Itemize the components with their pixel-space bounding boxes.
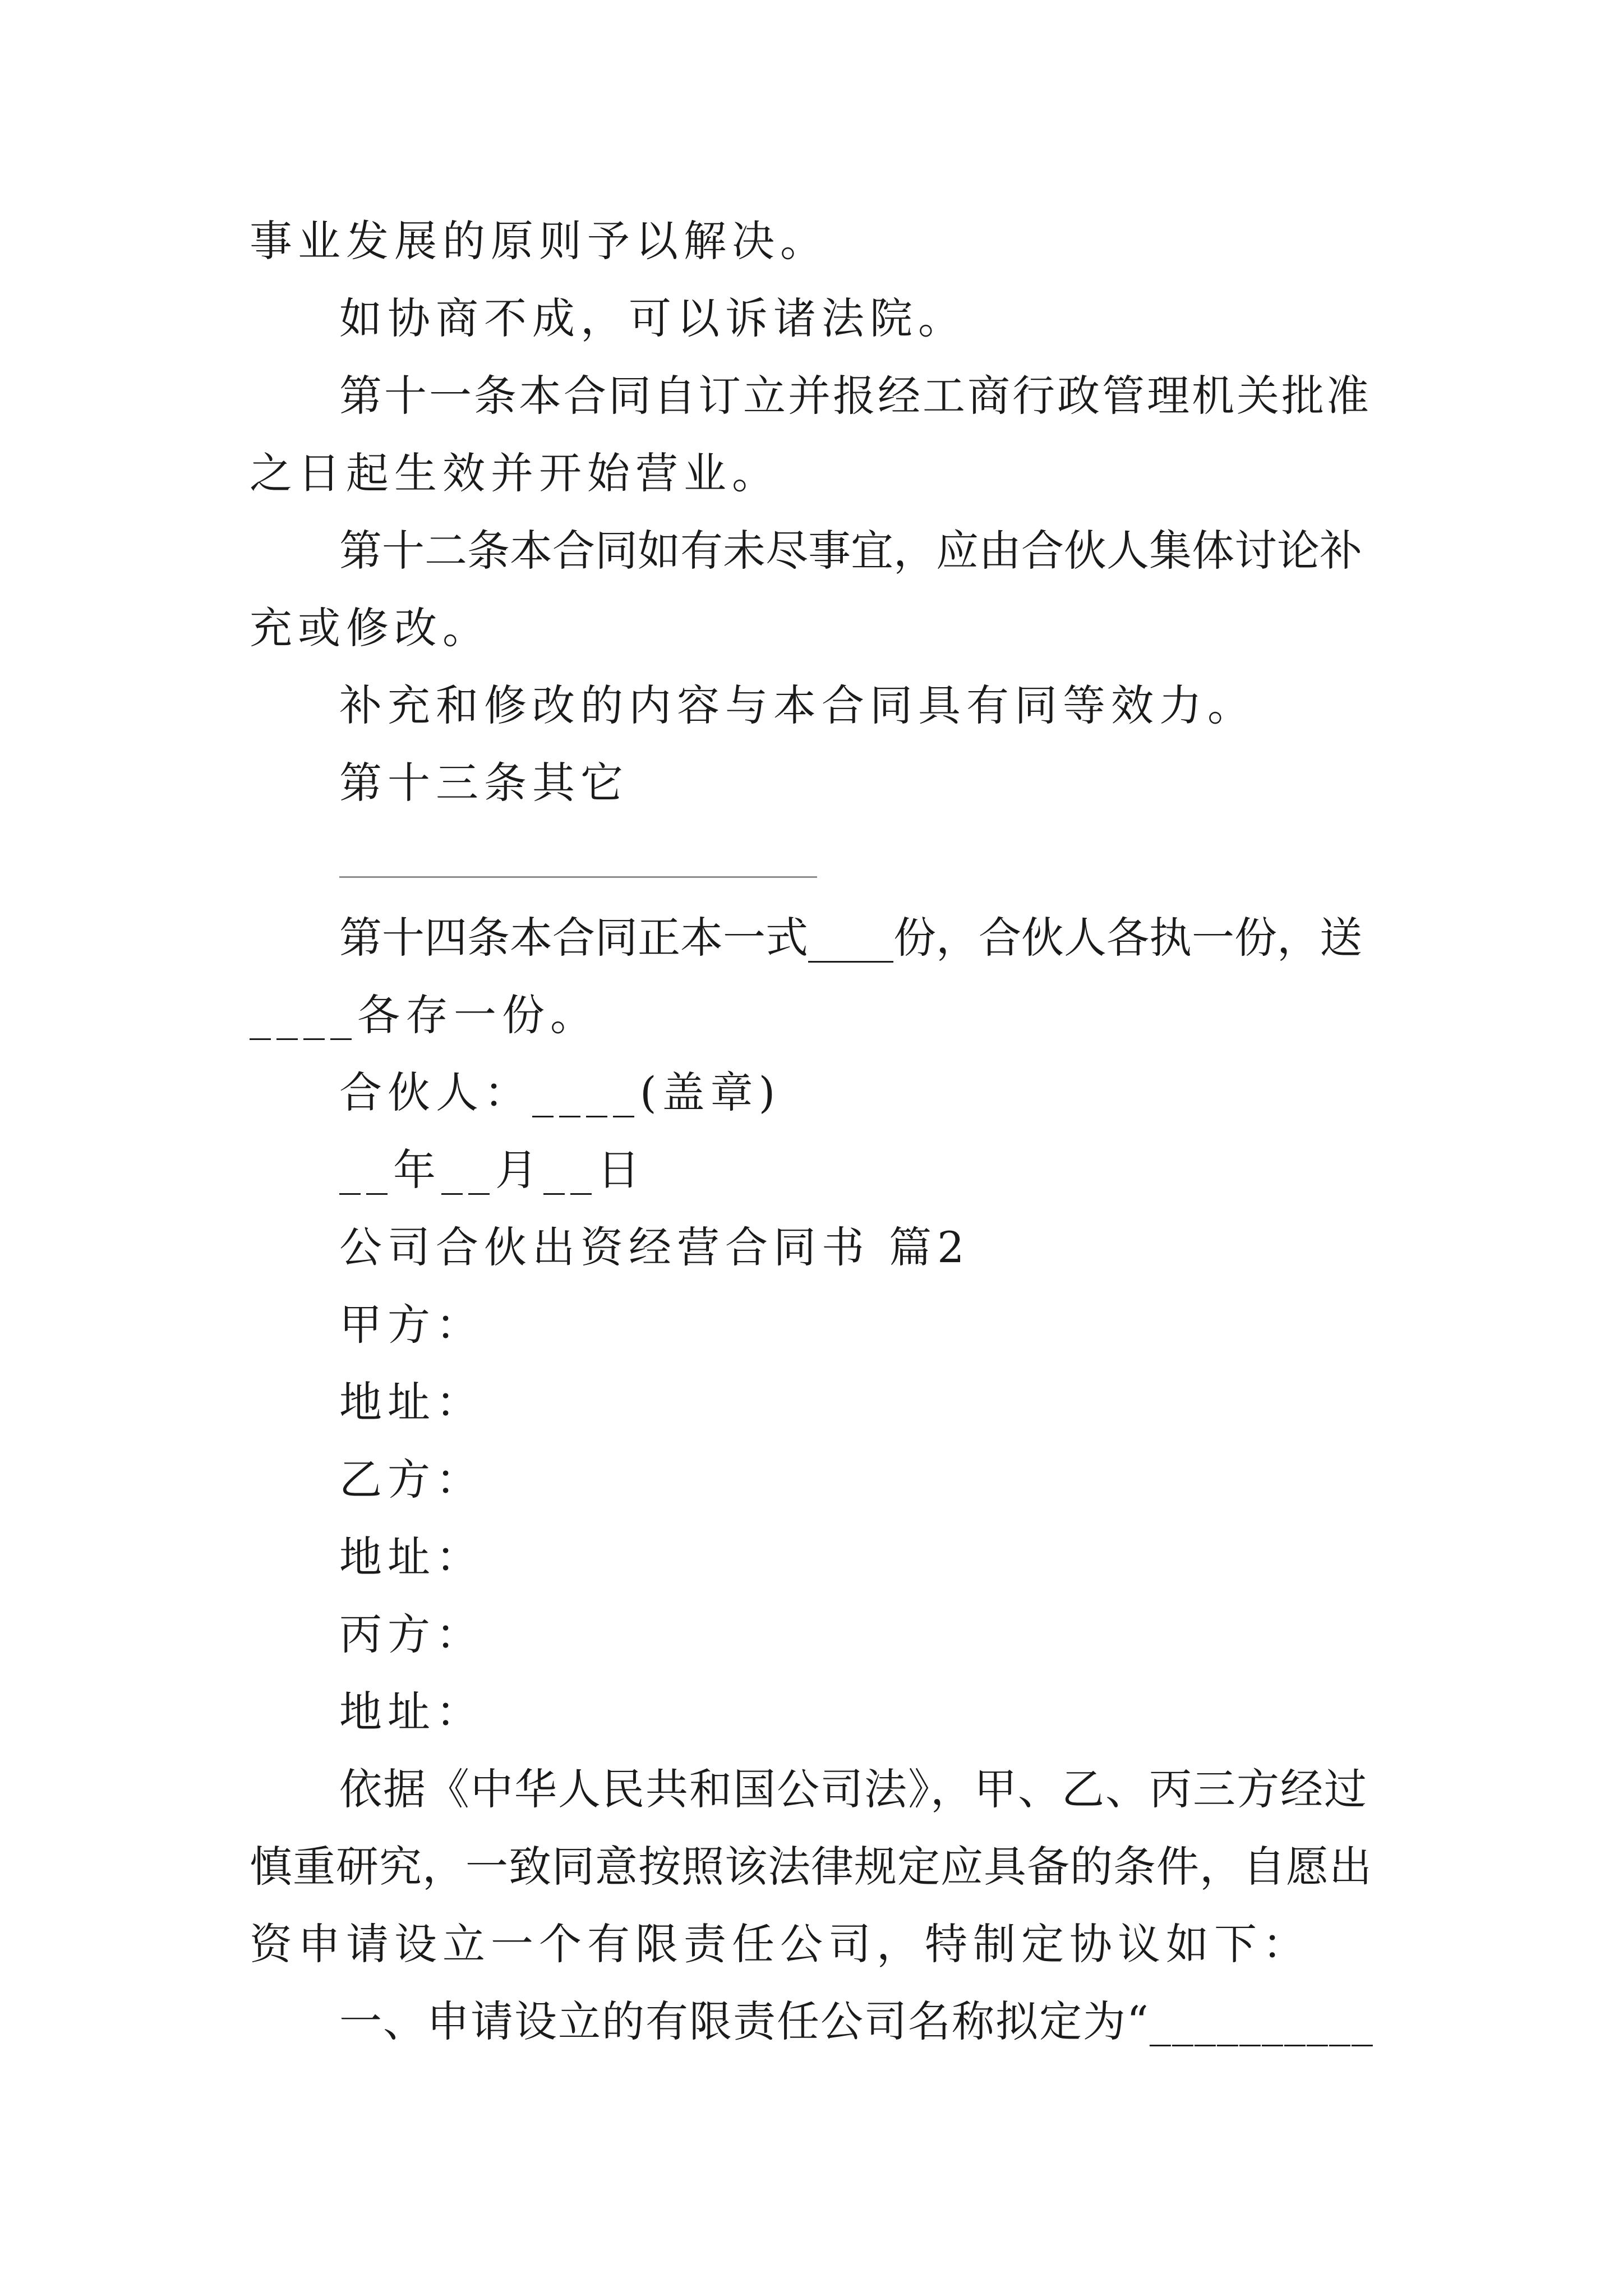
text-line: 第十四条本合同正本一式____份，合伙人各执一份，送 bbox=[339, 913, 1362, 963]
text-line: __年__月__日 bbox=[339, 1145, 645, 1195]
text-line: 合伙人：____(盖章) bbox=[339, 1068, 781, 1117]
text-line: 丙方： bbox=[339, 1609, 484, 1659]
text-line: 地址： bbox=[339, 1532, 484, 1582]
text-line: 补充和修改的内容与本合同具有同等效力。 bbox=[339, 680, 1256, 730]
text-line: 地址： bbox=[339, 1377, 484, 1427]
text-line: 乙方： bbox=[339, 1455, 484, 1504]
text-line: 之日起生效并开始营业。 bbox=[250, 448, 780, 498]
text-line: 如协商不成，可以诉诸法院。 bbox=[339, 293, 966, 343]
text-line: 一、申请设立的有限责任公司名称拟定为“__________ bbox=[339, 1996, 1374, 2046]
blank-line bbox=[339, 876, 817, 878]
text-line: 充或修改。 bbox=[250, 603, 491, 653]
text-line: ____各存一份。 bbox=[250, 990, 598, 1040]
text-line: 资申请设立一个有限责任公司，特制定协议如下： bbox=[250, 1919, 1311, 1969]
text-line: 第十三条其它 bbox=[339, 758, 629, 808]
text-line: 甲方： bbox=[339, 1300, 484, 1350]
text-line: 地址： bbox=[339, 1687, 484, 1737]
section-heading: 公司合伙出资经营合同书 篇2 bbox=[339, 1222, 970, 1272]
text-line: 第十二条本合同如有未尽事宜，应由合伙人集体讨论补 bbox=[339, 526, 1362, 576]
text-line: 第十一条本合同自订立并报经工商行政管理机关批准 bbox=[339, 371, 1371, 421]
text-line: 事业发展的原则予以解决。 bbox=[250, 216, 828, 266]
text-line: 慎重研究，一致同意按照该法律规定应具备的条件，自愿出 bbox=[250, 1842, 1372, 1892]
text-line: 依据《中华人民共和国公司法》，甲、乙、丙三方经过 bbox=[339, 1764, 1368, 1814]
